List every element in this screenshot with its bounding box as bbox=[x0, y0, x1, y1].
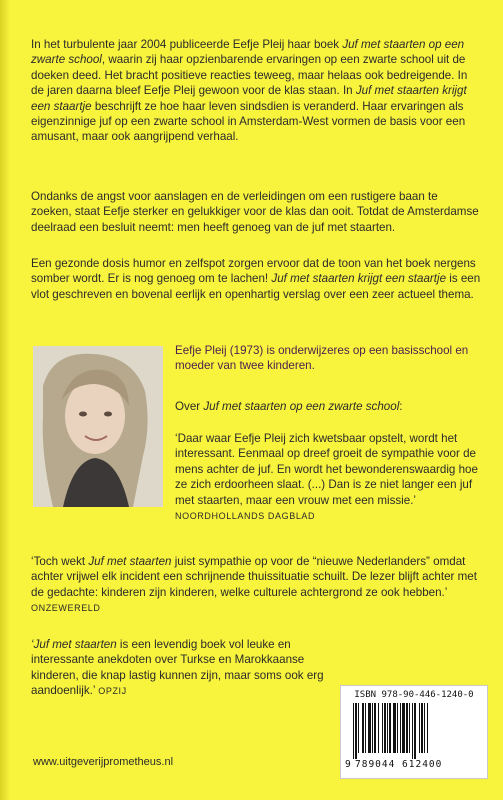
book-title: ‘Juf met staarten bbox=[31, 638, 117, 651]
publisher-url: www.uitgeverijprometheus.nl bbox=[33, 756, 174, 768]
blurb-text: is een vlot geschreven en bovenal eerlijk en openhartig verslag over een zeer actueel thema. bbox=[31, 272, 481, 301]
quote-source: NOORDHOLLANDS DAGBLAD bbox=[175, 511, 316, 522]
blurb-text: Ondanks de angst voor aanslagen en de verleidingen om een rustigere baan te zoeken, staat Eefje sterker en gelukkiger voor de klas dan ooit. Totdat de Amsterdamse deelraad een besluit neemt: men heeft genoeg van de juf met staarten. bbox=[31, 190, 479, 234]
blurb-paragraph-1 bbox=[31, 37, 481, 145]
barcode-icon bbox=[351, 703, 479, 759]
author-bio: Eefje Pleij (1973) is onderwijzeres op een basisschool en moeder van twee kinderen. bbox=[175, 344, 469, 373]
reviews-heading-colon: : bbox=[399, 400, 403, 413]
book-title: Juf met staarten krijgt een staartje bbox=[271, 272, 447, 286]
isbn-number: ISBN 978-90-446-1240-0 bbox=[354, 690, 474, 700]
review-quote-2 bbox=[31, 554, 483, 617]
blurb-text: In het turbulente jaar 2004 publiceerde Eefje Pleij haar boek bbox=[31, 38, 343, 51]
isbn-barcode bbox=[340, 685, 488, 779]
quote-source: ONZEWERELD bbox=[31, 603, 101, 614]
barcode-first-digit: 9 bbox=[345, 759, 352, 770]
blurb-text: , waarin zij haar opzienbarende ervaringen op een zwarte school uit de doeken deed. Het bracht positieve reacties teweeg, maar helaas ook bedreigende. In de jaren daarna bleef Eefje Pleij gewoon voor de klas staan. In bbox=[31, 53, 468, 98]
spine-shadow bbox=[0, 0, 10, 800]
quote-source: OPZIJ bbox=[98, 686, 127, 697]
quote-text: ‘Toch wekt bbox=[31, 555, 89, 568]
book-title: Juf met staarten krijgt een staartje bbox=[31, 84, 467, 113]
review-quote-3 bbox=[31, 637, 351, 700]
review-quote-1 bbox=[175, 431, 481, 524]
book-title: Juf met staarten op een zwarte school bbox=[203, 400, 400, 413]
blurb-text: Een gezonde dosis humor en zelfspot zorgen ervoor dat de toon van het boek nergens somber wordt. Er is nog genoeg om te lachen! bbox=[31, 257, 476, 286]
quote-text: juist sympathie op voor de “nieuwe Nederlanders” omdat achter vrijwel elk incident een schrijnende thuissituatie schuilt. De lezer blijft achter met de gedachte: kinderen zijn kinderen, welke culturele achtergrond ze ook hebben.’ bbox=[31, 555, 477, 599]
book-title: Juf met staarten op een zwarte school bbox=[31, 38, 465, 67]
author-photo bbox=[33, 346, 163, 507]
quote-text: ‘Daar waar Eefje Pleij zich kwetsbaar opstelt, wordt het interessant. Eenmaal op dreef groeit de sympathie voor de mens achter de juf. En wordt het bewonderenswaardig hoe ze zich erdoorheen slaat. (...) Dan is ze niet langer een juf met staarten, maar een vrouw met een missie.’ bbox=[175, 432, 478, 507]
blurb-paragraph-3 bbox=[31, 256, 481, 302]
book-title: Juf met staarten bbox=[88, 555, 172, 568]
blurb-paragraph-2 bbox=[31, 189, 481, 235]
blurb-text: beschrijft ze hoe haar leven sindsdien is veranderd. Haar ervaringen als eigenzinnige juf op een zwarte school in Amsterdam-West vormen de basis voor een amusant, maar ook aangrijpend verhaal. bbox=[31, 99, 466, 144]
quote-text: is een levendig boek vol leuke en interessante anekdoten over Turkse en Marokkaanse kinderen, die knap lastig kunnen zijn, maar soms ook erg aandoenlijk.’ bbox=[31, 638, 324, 698]
reviews-heading-label: Over bbox=[175, 400, 204, 413]
reviews-heading bbox=[175, 399, 480, 414]
barcode-digit-groups: 789044 612400 bbox=[355, 759, 443, 770]
